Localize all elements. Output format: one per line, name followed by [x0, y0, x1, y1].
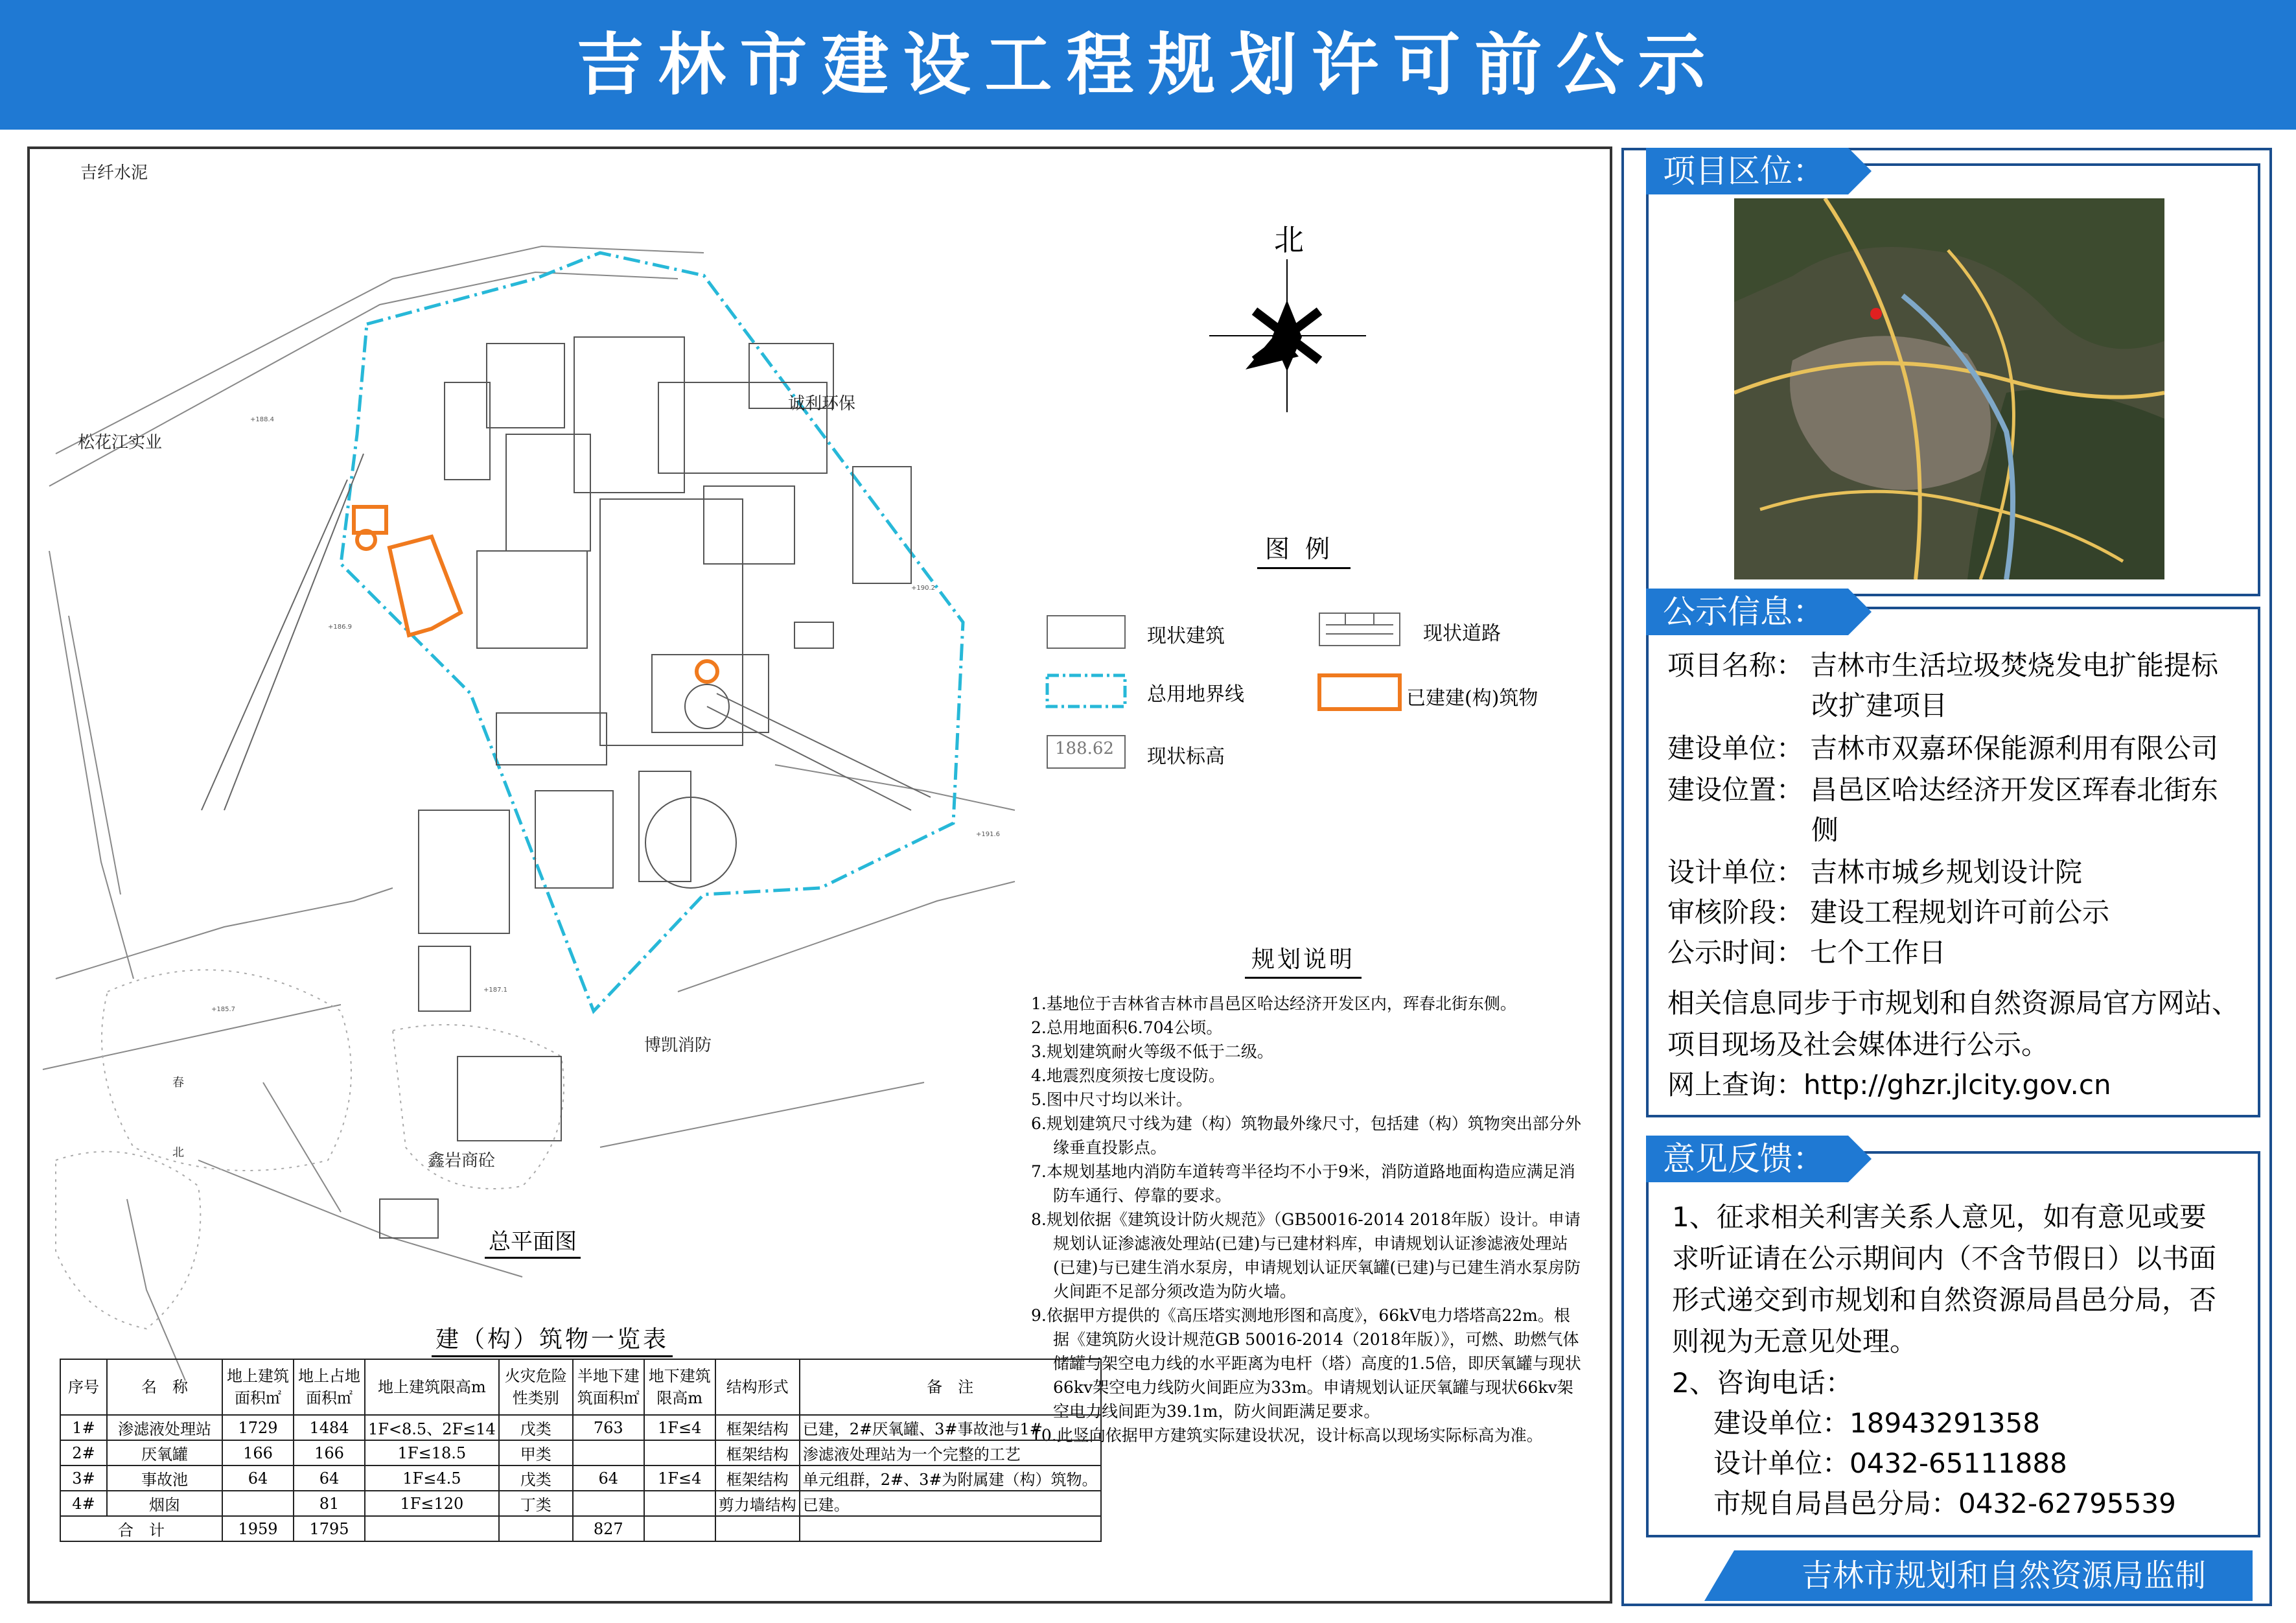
- info-stage: 审核阶段： 建设工程规划许可前公示: [1667, 896, 2110, 928]
- note-item: 5.图中尺寸均以米计。: [1031, 1090, 1192, 1109]
- label-jixian: 吉纤水泥: [80, 163, 148, 183]
- table-total-row: 合 计 1959 1795 827: [60, 1516, 1101, 1541]
- th-structure: 结构形式: [715, 1359, 800, 1415]
- note-item: 7.本规划基地内消防车道转弯半径均不小于9米，消防道路地面构造应满足消防车通行、停靠的要求。: [1031, 1162, 1575, 1205]
- th-no: 序号: [60, 1359, 107, 1415]
- info-project-name-cont: 改扩建项目: [1811, 690, 1948, 721]
- legend-site-boundary: 总用地界线: [1147, 683, 1244, 706]
- label-chun: 春: [172, 1076, 184, 1090]
- th-name: 名 称: [107, 1359, 222, 1415]
- note-item: 10.此竖向依据甲方建筑实际建设状况，设计标高以现场实际标高为准。: [1031, 1426, 1543, 1445]
- site-plan-drawing: [27, 146, 1612, 1604]
- notes-title: 规划说明: [1245, 941, 1362, 979]
- supervision-text: 吉林市规划和自然资源局监制: [1802, 1558, 2207, 1594]
- location-title: 项目区位：: [1646, 148, 1848, 194]
- info-builder: 建设单位： 吉林市双嘉环保能源利用有限公司: [1667, 732, 2219, 764]
- note-item: 8.规划依据《建筑设计防火规范》（GB50016-2014 2018年版）设计。申请规划认证渗滤液处理站(已建)与已建材料库，申请规划认证渗滤液处理站(已建)与已建生消水泵房，申请规划认证厌氧罐(已建)与已建生消水泵房防火间距不足部分须改造为防火墙。: [1031, 1210, 1581, 1301]
- table-row: 3# 事故池 64 64 1F≤4.5 戊类 64 1F≤4 框架结构 单元组群，2#、3#为附属建（构）筑物。: [60, 1465, 1101, 1491]
- drawing-title: 总平面图: [485, 1224, 581, 1259]
- info-sync-line2: 项目现场及社会媒体进行公示。: [1667, 1029, 2049, 1060]
- label-bokai: 博凯消防: [644, 1036, 712, 1055]
- legend-existing-building: 现状建筑: [1147, 625, 1225, 648]
- label-xinyan: 鑫岩商砼: [428, 1151, 496, 1171]
- svg-text:+186.9: +186.9: [328, 624, 353, 631]
- info-period: 公示时间： 七个工作日: [1667, 937, 1947, 968]
- planning-notes: [1031, 992, 1582, 1447]
- info-location: 建设位置： 昌邑区哈达经济开发区珲春北街东: [1667, 774, 2219, 806]
- label-songhuajiang: 松花江实业: [78, 433, 163, 452]
- svg-text:+190.2: +190.2: [911, 585, 936, 592]
- legend-title: 图例: [1257, 529, 1351, 569]
- svg-text:+191.6: +191.6: [976, 831, 1001, 838]
- feedback-line2: 求听证请在公示期间内（不含节假日）以书面: [1672, 1243, 2217, 1274]
- feedback-line4: 则视为无意见处理。: [1672, 1325, 1918, 1357]
- info-location-cont: 侧: [1811, 814, 1839, 846]
- table-header-row: [60, 1359, 1101, 1415]
- th-above-area: 地上建筑面积㎡: [222, 1359, 294, 1415]
- th-fire-class: 火灾危险性类别: [499, 1359, 573, 1415]
- north-label: 北: [1274, 222, 1304, 257]
- note-item: 4.地震烈度须按七度设防。: [1031, 1066, 1225, 1085]
- svg-text:+185.7: +185.7: [211, 1006, 236, 1013]
- feedback-line5: 2、咨询电话：: [1672, 1367, 1853, 1399]
- page-title: 吉林市建设工程规划许可前公示: [576, 25, 1720, 104]
- info-project-name: 项目名称： 吉林市生活垃圾焚烧发电扩能提标: [1667, 649, 2219, 681]
- legend-existing-road: 现状道路: [1423, 622, 1501, 645]
- label-bei: 北: [172, 1146, 184, 1160]
- phone-builder: 建设单位：18943291358: [1713, 1407, 2040, 1439]
- online-url-link[interactable]: http://ghzr.jlcity.gov.cn: [1803, 1069, 2111, 1101]
- feedback-line1: 1、征求相关利害关系人意见，如有意见或要: [1672, 1201, 2207, 1233]
- legend-elevation-sample: 188.62: [1055, 739, 1114, 758]
- legend-built-structure: 已建建(构)筑物: [1406, 687, 1538, 710]
- table-title: 建（构）筑物一览表: [432, 1321, 673, 1357]
- site-boundary-line: [341, 253, 963, 1011]
- phone-designer: 设计单位：0432-65111888: [1713, 1447, 2067, 1479]
- phone-bureau: 市规自局昌邑分局：0432-62795539: [1713, 1488, 2176, 1519]
- info-title: 公示信息：: [1646, 589, 1848, 635]
- th-land-area: 地上占地面积㎡: [294, 1359, 365, 1415]
- th-height: 地上建筑限高m: [365, 1359, 499, 1415]
- note-item: 9.依据甲方提供的《高压塔实测地形图和高度》，66kV电力塔塔高22m。根据《建筑防火设计规范GB 50016-2014（2018年版）》，可燃、助燃气体储罐与架空电力线的水平距离为电杆（塔）高度的1.5倍，即厌氧罐与现状66kv架空电力线防火间距应为33m。申请规划认证厌氧罐与现状66kv架空电力线间距为39.1m，防火间距满足要求。: [1031, 1306, 1581, 1421]
- svg-text:+187.1: +187.1: [483, 987, 508, 994]
- info-online: 网上查询：http://ghzr.jlcity.gov.cn: [1667, 1069, 2111, 1101]
- note-item: 2.总用地面积6.704公顷。: [1031, 1018, 1223, 1037]
- table-row: 4# 烟囱 81 1F≤120 丁类 剪力墙结构 已建。: [60, 1491, 1101, 1516]
- label-chengli: 诚利环保: [788, 394, 856, 414]
- north-compass: [1209, 259, 1366, 412]
- th-semi-area: 半地下建筑面积㎡: [573, 1359, 644, 1415]
- note-item: 3.规划建筑耐火等级不低于二级。: [1031, 1042, 1273, 1061]
- info-sync-line1: 相关信息同步于市规划和自然资源局官方网站、: [1667, 987, 2240, 1019]
- svg-text:+188.4: +188.4: [250, 416, 275, 423]
- th-under-height: 地下建筑限高m: [644, 1359, 715, 1415]
- feedback-line3: 形式递交到市规划和自然资源局昌邑分局，否: [1672, 1284, 2217, 1316]
- feedback-title: 意见反馈：: [1646, 1136, 1848, 1182]
- legend-elevation-label: 现状标高: [1147, 745, 1225, 768]
- location-map-image: [1734, 198, 2164, 579]
- info-designer: 设计单位： 吉林市城乡规划设计院: [1667, 856, 2083, 888]
- note-item: 6.规划建筑尺寸线为建（构）筑物最外缘尺寸，包括建（构）筑物突出部分外缘垂直投影点。: [1031, 1114, 1581, 1157]
- built-structures: [354, 507, 717, 682]
- note-item: 1.基地位于吉林省吉林市昌邑区哈达经济开发区内，珲春北街东侧。: [1031, 994, 1516, 1013]
- th-remark: 备 注: [800, 1359, 1101, 1415]
- table-row: 1# 渗滤液处理站 1729 1484 1F<8.5、2F≤14 戊类 763 1F≤4 框架结构 已建，2#厌氧罐、3#事故池与1#: [60, 1415, 1101, 1440]
- table-row: 2# 厌氧罐 166 166 1F≤18.5 甲类 框架结构 渗滤液处理站为一个完整的工艺: [60, 1440, 1101, 1465]
- building-table: [60, 1359, 1102, 1542]
